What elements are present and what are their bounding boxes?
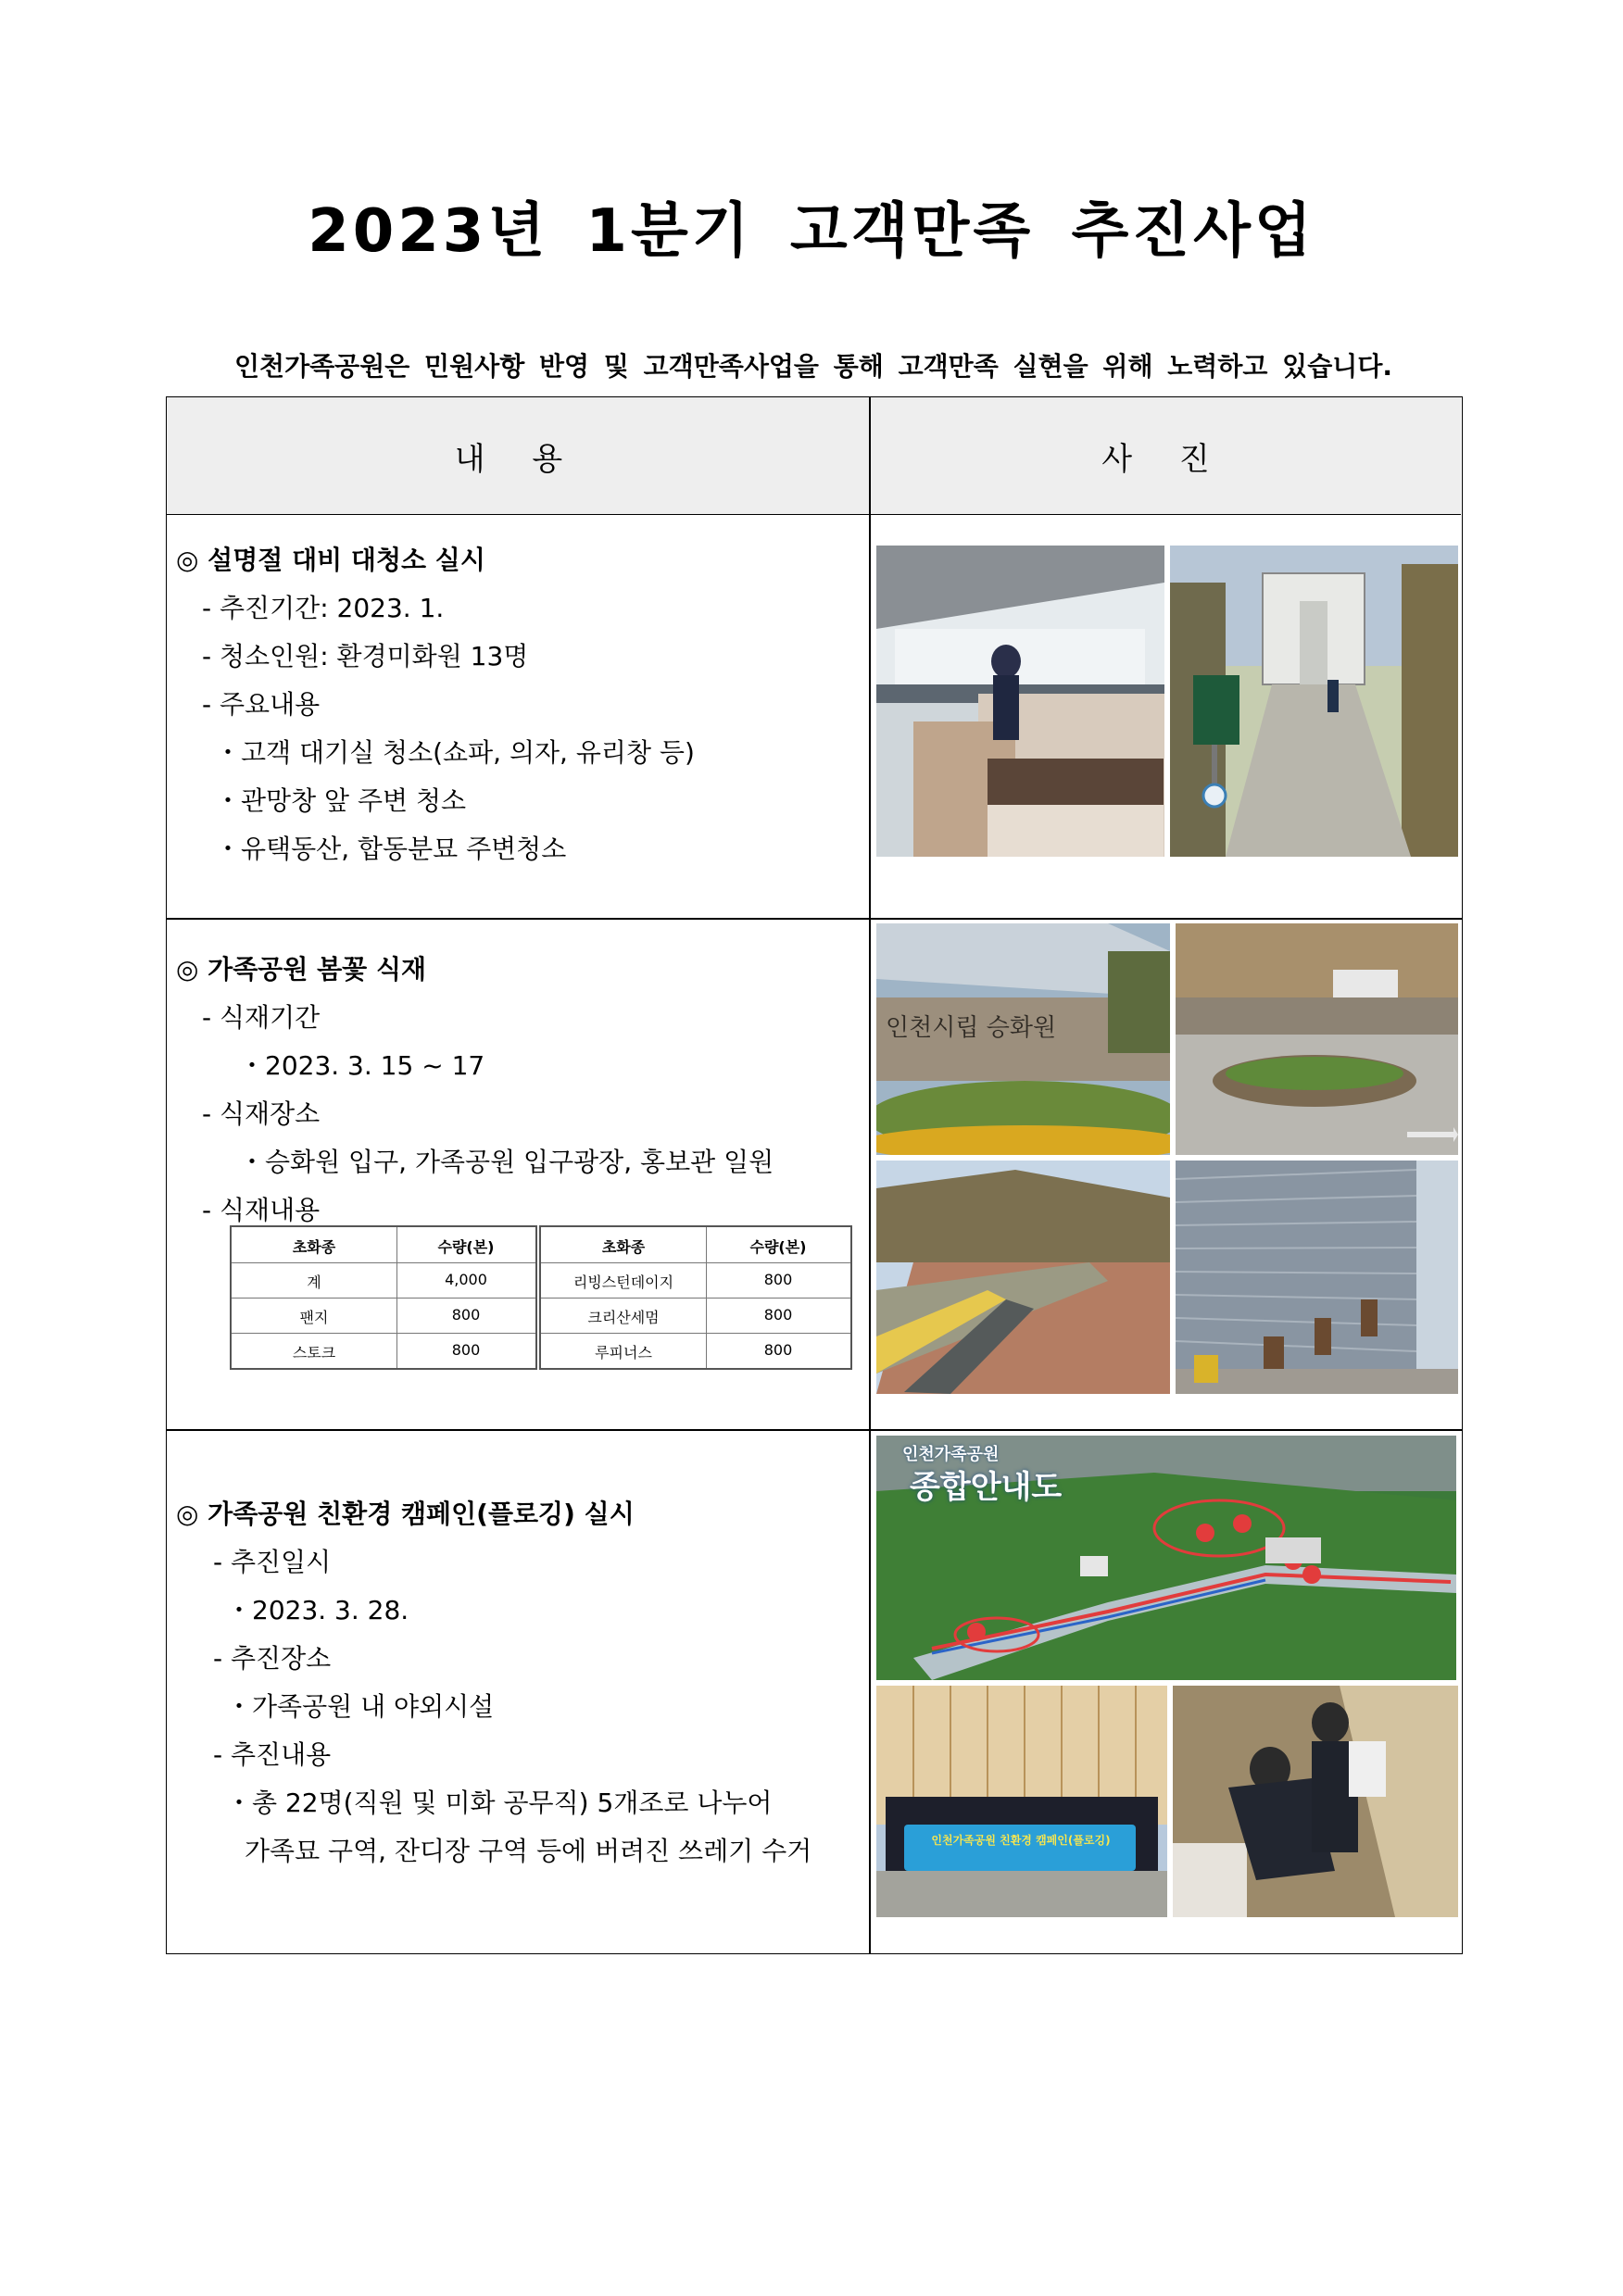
header-content: 내 용 bbox=[167, 397, 869, 515]
plant-table-left bbox=[230, 1225, 537, 1370]
table-cell: 루피너스 bbox=[595, 1344, 652, 1361]
section-line: - 추진일시 bbox=[213, 1547, 332, 1577]
table-cell: 크리산세멈 bbox=[587, 1309, 660, 1326]
photo-plogging-collecting bbox=[1173, 1686, 1458, 1917]
row-divider bbox=[167, 1429, 1462, 1431]
section-heading: ◎ 가족공원 봄꽃 식재 bbox=[176, 954, 427, 985]
photo-memorial-stairs bbox=[1170, 546, 1458, 857]
photo-walkway-planters bbox=[876, 1161, 1170, 1394]
table-divider bbox=[232, 1298, 535, 1299]
section-line: ・승화원 입구, 가족공원 입구광장, 홍보관 일원 bbox=[239, 1147, 774, 1177]
section-planting bbox=[167, 946, 869, 1235]
photo-crematorium-flowerbed bbox=[876, 923, 1170, 1155]
table-divider bbox=[232, 1333, 535, 1334]
table-cell: 팬지 bbox=[299, 1309, 329, 1326]
section-line: 가족묘 구역, 잔디장 구역 등에 버려진 쓰레기 수거 bbox=[245, 1836, 812, 1866]
table-divider bbox=[232, 1262, 535, 1263]
table-header: 수량(본) bbox=[749, 1238, 807, 1256]
table-header: 수량(본) bbox=[437, 1238, 495, 1256]
section-line: - 추진기간: 2023. 1. bbox=[202, 593, 445, 623]
table-divider bbox=[541, 1298, 850, 1299]
section-plogging bbox=[167, 1490, 869, 1876]
section-line: - 청소인원: 환경미화원 13명 bbox=[202, 641, 529, 671]
row-divider bbox=[167, 918, 1462, 920]
header-photo: 사 진 bbox=[869, 397, 1461, 515]
table-cell: 800 bbox=[451, 1341, 481, 1359]
table-cell: 스토크 bbox=[292, 1344, 336, 1361]
section-line: - 추진내용 bbox=[213, 1739, 332, 1770]
table-divider bbox=[541, 1262, 850, 1263]
table-header: 초화종 bbox=[601, 1238, 646, 1256]
table-cell: 리빙스턴데이지 bbox=[572, 1273, 674, 1291]
column-divider bbox=[869, 397, 871, 1953]
photo-park-guide-map bbox=[876, 1436, 1456, 1680]
table-cell: 4,000 bbox=[445, 1271, 487, 1288]
section-line: ・총 22명(직원 및 미화 공무직) 5개조로 나누어 bbox=[226, 1788, 773, 1818]
section-line: ・유택동산, 합동분묘 주변청소 bbox=[215, 834, 567, 864]
map-title-large: 종합안내도 bbox=[910, 1469, 1063, 1506]
page-title: 2023년 1분기 고객만족 추진사업 bbox=[308, 197, 1315, 266]
section-line: - 주요내용 bbox=[202, 689, 321, 720]
table-cell: 800 bbox=[763, 1306, 793, 1324]
photo-lounge-cleaning bbox=[876, 546, 1164, 857]
table-cell: 800 bbox=[451, 1306, 481, 1324]
section-line: ・2023. 3. 15 ~ 17 bbox=[239, 1050, 485, 1081]
section-line: ・2023. 3. 28. bbox=[226, 1595, 409, 1625]
table-header: 초화종 bbox=[292, 1238, 336, 1256]
section-line: - 식재내용 bbox=[202, 1195, 321, 1225]
page-subtitle: 인천가족공원은 민원사항 반영 및 고객만족사업을 통해 고객만족 실현을 위해 노력하고 있습니다. bbox=[233, 351, 1393, 382]
section-line: - 식재장소 bbox=[202, 1098, 321, 1129]
section-line: ・고객 대기실 청소(쇼파, 의자, 유리창 등) bbox=[215, 737, 695, 768]
section-line: - 식재기간 bbox=[202, 1002, 321, 1033]
photo-hall-wall-planters bbox=[1176, 1161, 1458, 1394]
section-heading: ◎ 설명절 대비 대청소 실시 bbox=[176, 545, 485, 575]
section-line: - 추진장소 bbox=[213, 1643, 332, 1674]
map-title-small: 인천가족공원 bbox=[902, 1445, 1000, 1464]
section-line: ・가족공원 내 야외시설 bbox=[226, 1691, 495, 1722]
campaign-banner-text: 인천가족공원 친환경 캠페인(플로깅) bbox=[931, 1834, 1111, 1847]
photo-plogging-group bbox=[876, 1686, 1167, 1917]
section-line: ・관망창 앞 주변 청소 bbox=[215, 785, 467, 816]
section-heading: ◎ 가족공원 친환경 캠페인(플로깅) 실시 bbox=[176, 1499, 635, 1529]
building-sign-text: 인천시립 승화원 bbox=[886, 1014, 1057, 1042]
section-cleaning bbox=[167, 536, 869, 873]
photo-entrance-plaza-flowerbed bbox=[1176, 923, 1458, 1155]
table-cell: 800 bbox=[763, 1341, 793, 1359]
table-cell: 계 bbox=[307, 1273, 321, 1291]
plant-table-right bbox=[539, 1225, 852, 1370]
table-divider bbox=[541, 1333, 850, 1334]
table-cell: 800 bbox=[763, 1271, 793, 1288]
